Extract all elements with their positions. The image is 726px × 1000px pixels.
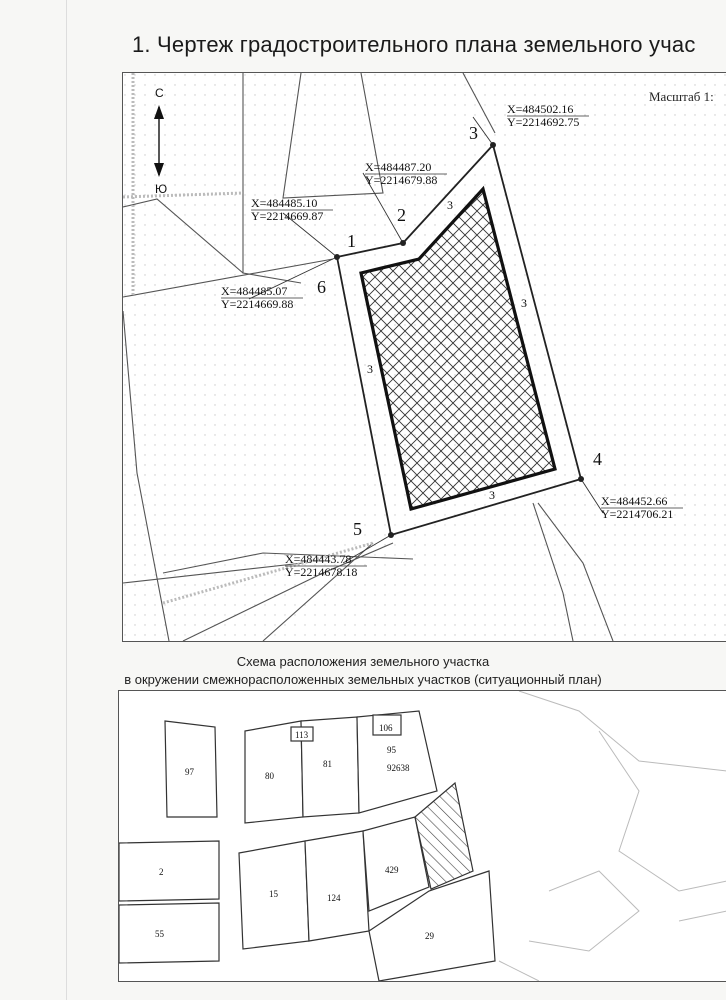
situation-background-lines [499,691,726,981]
point-number-6: 6 [317,277,326,297]
parcel-label-80: 80 [265,771,274,781]
parcel-label-124: 124 [327,893,341,903]
coord-x-1: X=484485.10 [251,196,318,210]
point-number-1: 1 [347,231,356,251]
point-number-2: 2 [397,205,406,225]
page-title: 1. Чертеж градостроительного плана земельного учас [132,32,696,57]
coord-y-6: Y=2214669.88 [221,297,294,311]
plan-drawing [122,72,726,642]
situation-svg [119,691,726,981]
parcel-label-81: 81 [323,759,332,769]
situation-parcels [119,711,495,981]
point-number-3: 3 [469,123,478,143]
compass-south: Ю [155,182,168,196]
coord-x-4: X=484452.66 [601,494,668,508]
parcel-label-106: 106 [379,723,393,733]
coord-y-4: Y=2214706.21 [601,507,674,521]
setback-label-top: 3 [447,198,453,212]
situation-caption-2: в окружении смежнорасположенных земельных участков (ситуационный план) [124,672,602,687]
point-marker-2 [400,240,406,246]
coord-y-5: Y=2214678.18 [285,565,358,579]
coord-x-3: X=484502.16 [507,102,574,116]
parcel-124 [305,831,369,941]
coord-y-1: Y=2214669.87 [251,209,324,223]
parcel-label-429: 429 [385,865,399,875]
coord-x-6: X=484485.07 [221,284,288,298]
point-marker-1 [334,254,340,260]
parcel-label-29: 29 [425,931,434,941]
page-fold-line [66,0,67,1000]
parcel-label-15: 15 [269,889,278,899]
situation-caption-1: Схема расположения земельного участка [236,654,490,669]
situation-plan [118,690,726,982]
parcel-label-2: 2 [159,867,164,877]
parcel-55 [119,903,219,963]
parcel-2 [119,841,219,901]
coord-y-2: Y=2214679.88 [365,173,438,187]
parcel-label-95: 95 [387,745,396,755]
parcel-label-97: 97 [185,767,194,777]
setback-label-bottom: 3 [489,488,495,502]
scale-label: Масштаб 1: [649,89,714,104]
plan-svg [123,73,726,641]
point-number-4: 4 [593,449,602,469]
coord-x-2: X=484487.20 [365,160,432,174]
coord-y-3: Y=2214692.75 [507,115,580,129]
compass-north: С [155,86,164,100]
point-marker-3 [490,142,496,148]
parcel-label-55: 55 [155,929,164,939]
parcel-label-92638: 92638 [387,763,410,773]
setback-label-left: 3 [367,362,373,376]
setback-label-right: 3 [521,296,527,310]
point-marker-5 [388,532,394,538]
point-number-5: 5 [353,519,362,539]
point-marker-4 [578,476,584,482]
parcel-label-113: 113 [295,730,309,740]
coord-x-5: X=484443.78 [285,552,352,566]
